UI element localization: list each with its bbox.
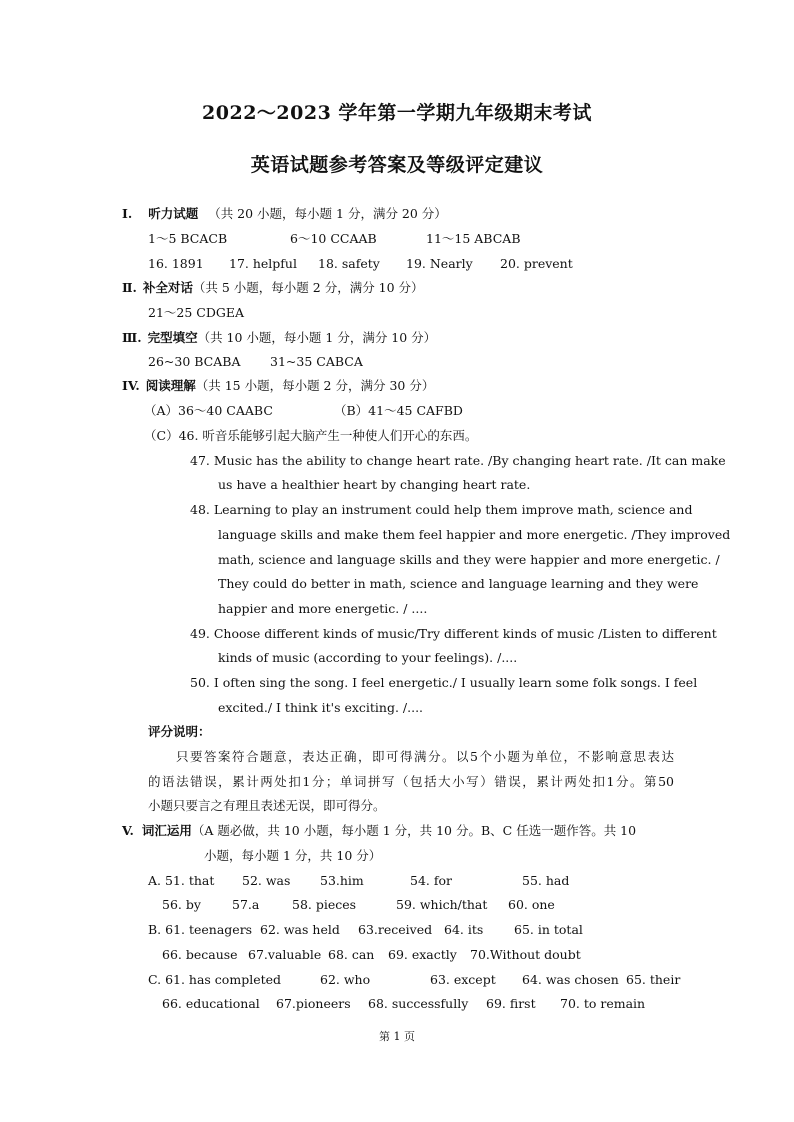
answer-item: B. 61. teenagers <box>148 922 253 937</box>
answer-item: 62. who <box>320 972 371 987</box>
answer-49-line-1: 49. Choose different kinds of music/Try different kinds of music /Listen to different <box>190 626 717 641</box>
answer-item: 56. by <box>162 897 201 912</box>
answer-48-line-2: language skills and make them feel happier and more energetic. /They improved <box>218 527 731 542</box>
answer-item: 65. in total <box>514 922 583 937</box>
answer-item: 18. safety <box>318 256 380 271</box>
section-2-heading <box>122 280 424 296</box>
section-4-name: 阅读理解 <box>145 378 196 393</box>
answer-item: 59. which/that <box>396 897 488 912</box>
answer-item: 70. to remain <box>560 996 646 1011</box>
section-1-number: I. <box>122 206 133 221</box>
answer-item: 66. educational <box>162 996 260 1011</box>
answer-item: 62. was held <box>260 922 340 937</box>
answer-group: 11～15 ABCAB <box>426 231 521 246</box>
answer-item: C. 61. has completed <box>148 972 282 987</box>
section-1-heading <box>122 206 447 222</box>
section-5-heading <box>122 823 636 839</box>
answer-item: 63.received <box>358 922 433 937</box>
answer-item: 65. their <box>626 972 681 987</box>
answer-item: 68. successfully <box>368 996 469 1011</box>
answer-item: A. 51. that <box>148 873 215 888</box>
answer-50-line-1: 50. I often sing the song. I feel energetic./ I usually learn some folk songs. I feel <box>190 675 698 690</box>
answer-group: 1～5 BCACB <box>148 231 228 246</box>
section-5-number: V. <box>122 823 134 838</box>
answer-item: 64. was chosen <box>522 972 619 987</box>
answer-item: 67.valuable <box>248 947 322 962</box>
answer-group: 26~30 BCABA <box>148 354 241 369</box>
answer-item: 58. pieces <box>292 897 357 912</box>
answer-item: 52. was <box>242 873 291 888</box>
answer-46: （C）46. 听音乐能够引起大脑产生一种使人们开心的东西。 <box>144 428 478 443</box>
section-2-name: 补全对话 <box>142 280 193 295</box>
section-3-heading <box>122 330 436 346</box>
answer-49-line-2: kinds of music (according to your feelings). /.... <box>218 650 518 665</box>
answer-item: 19. Nearly <box>406 256 473 271</box>
section-5-note-line-2: 小题，每小题 1 分，共 10 分） <box>204 848 382 863</box>
answer-item: 17. helpful <box>229 256 297 271</box>
answer-48-line-3: math, science and language skills and they were happier and more energetic. / <box>218 552 720 567</box>
answer-item: 54. for <box>410 873 452 888</box>
answer-group: 6～10 CCAAB <box>290 231 377 246</box>
answer-item: 53.him <box>320 873 364 888</box>
section-5-name: 词汇运用 <box>141 823 192 838</box>
grading-line-2: 的语法错误，累计两处扣1分；单词拼写（包括大小写）错误，累计两处扣1分。第50 <box>148 774 674 789</box>
section-3-name: 完型填空 <box>147 330 198 345</box>
answer-item: 67.pioneers <box>276 996 351 1011</box>
answer-48-line-4: They could do better in math, science and language learning and they were <box>218 576 699 591</box>
answer-47-line-2: us have a healthier heart by changing heart rate. <box>218 477 531 492</box>
section-3-number: Ⅲ. <box>122 330 142 345</box>
answer-group: （A）36～40 CAABC <box>144 403 273 418</box>
answer-48-line-5: happier and more energetic. / .... <box>218 601 428 616</box>
answer-item: 16. 1891 <box>148 256 204 271</box>
answer-group: （B）41～45 CAFBD <box>334 403 463 418</box>
answer-item: 69. exactly <box>388 947 457 962</box>
section-2-number: Ⅱ. <box>122 280 137 295</box>
section-1-note: （共 20 小题，每小题 1 分，满分 20 分） <box>208 206 447 221</box>
answer-50-line-2: excited./ I think it's exciting. /.... <box>218 700 424 715</box>
answer-48-line-1: 48. Learning to play an instrument could help them improve math, science and <box>190 502 693 517</box>
answer-item: 68. can <box>328 947 375 962</box>
answer-item: 20. prevent <box>500 256 573 271</box>
grading-line-3: 小题只要言之有理且表述无误，即可得分。 <box>148 798 386 813</box>
answer-item: 55. had <box>522 873 570 888</box>
grading-heading: 评分说明： <box>148 724 211 739</box>
section-2-note: （共 5 小题，每小题 2 分，满分 10 分） <box>192 280 424 295</box>
answer-item: 64. its <box>444 922 484 937</box>
grading-line-1: 只要答案符合题意，表达正确，即可得满分。以5个小题为单位，不影响意思表达 <box>176 749 674 764</box>
answer-item: 63. except <box>430 972 496 987</box>
page-number: 第 1 页 <box>379 1030 415 1043</box>
answer-item: 69. first <box>486 996 536 1011</box>
answer-item: 66. because <box>162 947 238 962</box>
section-4-note: （共 15 小题，每小题 2 分，满分 30 分） <box>195 378 435 393</box>
section-5-note: （A 题必做，共 10 小题，每小题 1 分，共 10 分。B、C 任选一题作答。共 10 <box>191 823 637 838</box>
section-2-answers: 21～25 CDGEA <box>148 305 245 320</box>
answer-key-title: 英语试题参考答案及等级评定建议 <box>250 154 544 176</box>
answer-item: 70.Without doubt <box>470 947 581 962</box>
exam-title: 2022～2023 学年第一学期九年级期末考试 <box>202 102 592 124</box>
answer-item: 57.a <box>232 897 260 912</box>
answer-group: 31~35 CABCA <box>270 354 363 369</box>
section-3-note: （共 10 小题，每小题 1 分，满分 10 分） <box>197 330 437 345</box>
answer-item: 60. one <box>508 897 555 912</box>
section-1-name: 听力试题 <box>148 206 199 221</box>
section-4-number: IV. <box>122 378 140 393</box>
section-4-heading <box>122 378 434 394</box>
answer-47-line-1: 47. Music has the ability to change heart rate. /By changing heart rate. /It can make <box>190 453 726 468</box>
